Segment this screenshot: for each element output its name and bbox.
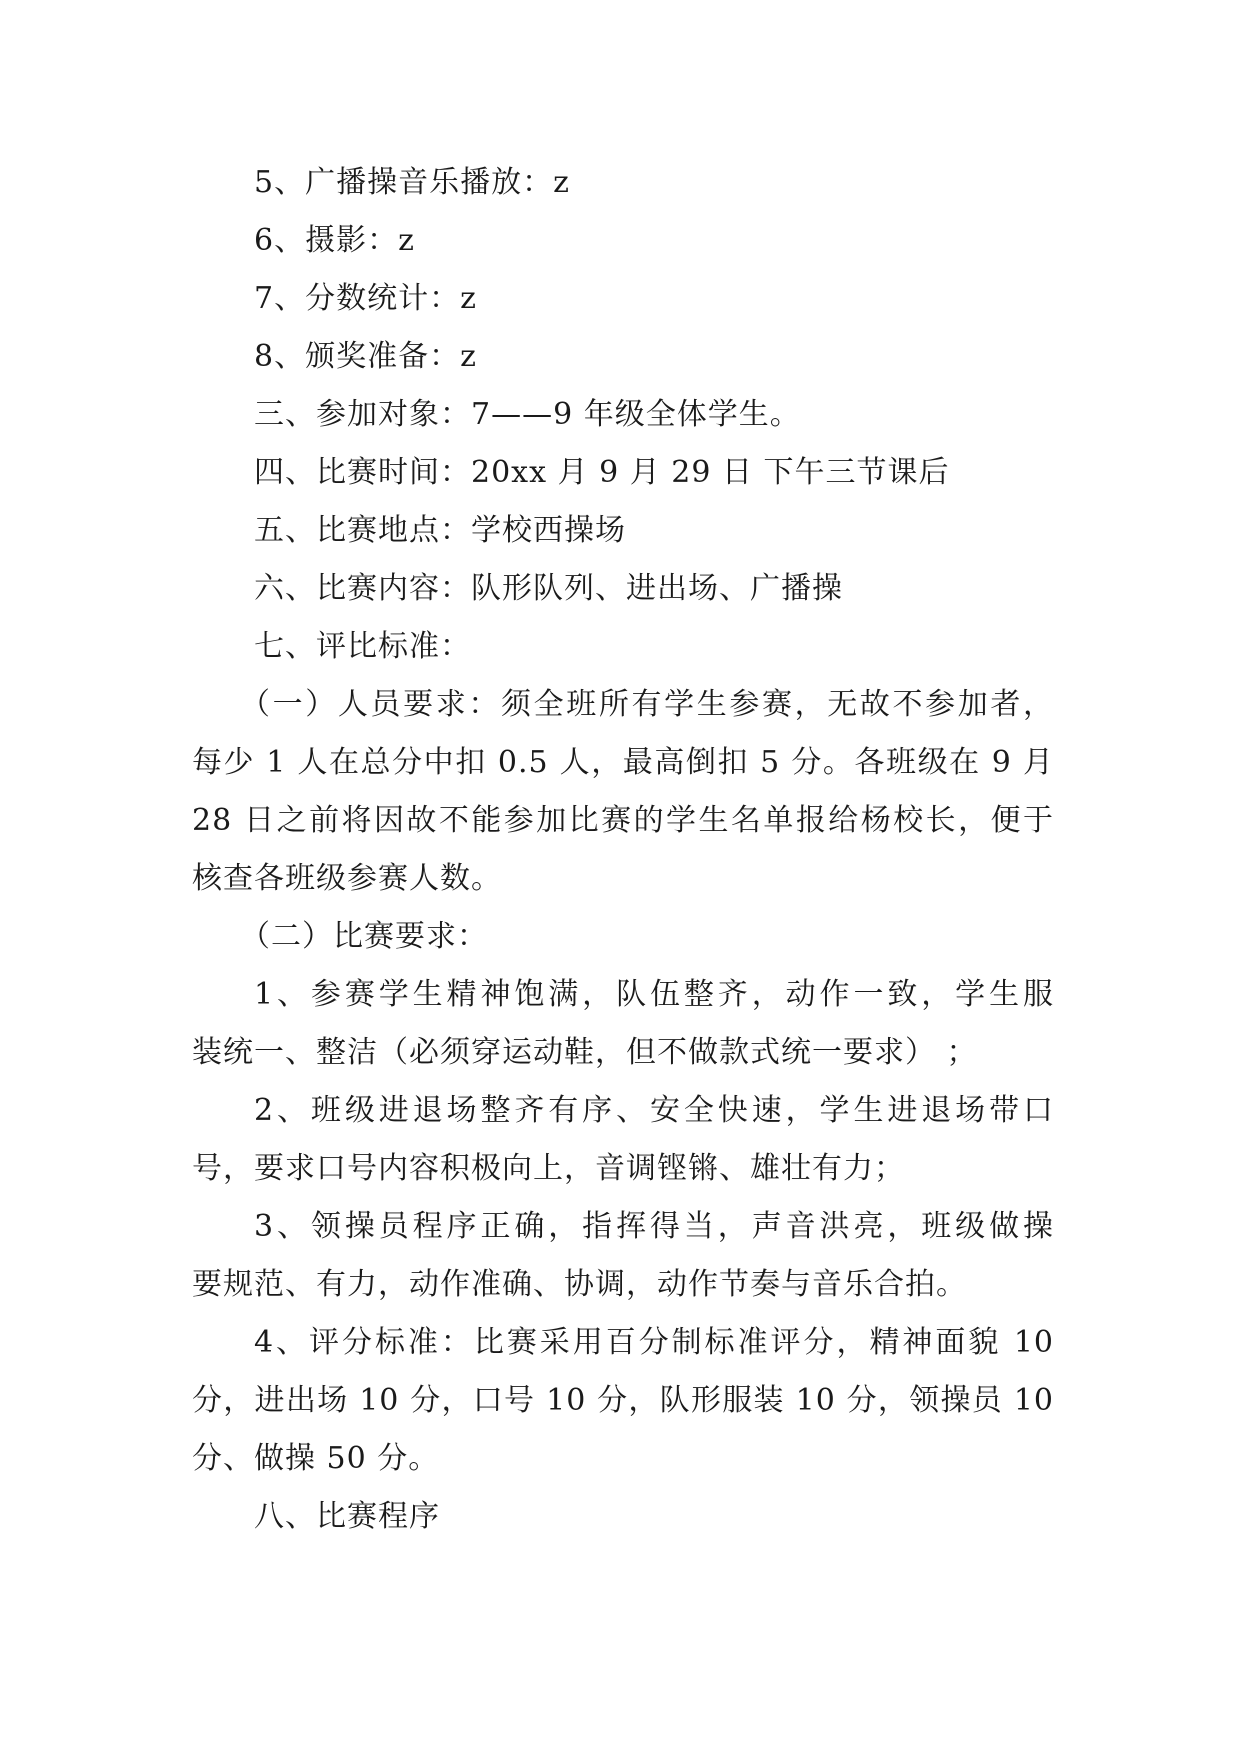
text-line-role-scoring: 7、分数统计：z <box>254 281 477 316</box>
section-content: 六、比赛内容：队形队列、进出场、广播操 <box>254 571 843 606</box>
requirement-2-line-1: 2、班级进退场整齐有序、安全快速，学生进退场带口 <box>254 1093 1054 1128</box>
section-criteria-heading: 七、评比标准： <box>254 629 471 664</box>
section-procedure-heading: 八、比赛程序 <box>254 1499 440 1534</box>
requirement-3-line-1: 3、领操员程序正确，指挥得当，声音洪亮，班级做操 <box>254 1209 1054 1244</box>
subsection-competition-requirements: （二）比赛要求： <box>240 919 488 954</box>
section-participants: 三、参加对象：7——9 年级全体学生。 <box>254 397 801 432</box>
section-time: 四、比赛时间：20xx 月 9 月 29 日 下午三节课后 <box>254 455 950 490</box>
requirement-1-line-1: 1、参赛学生精神饱满，队伍整齐，动作一致，学生服 <box>254 977 1054 1012</box>
text-line-role-photo: 6、摄影：z <box>254 223 415 258</box>
requirement-4-line-3: 分、做操 50 分。 <box>192 1441 440 1476</box>
paragraph-personnel-line-3: 28 日之前将因故不能参加比赛的学生名单报给杨校长，便于 <box>192 803 1054 838</box>
requirement-3-line-2: 要规范、有力，动作准确、协调，动作节奏与音乐合拍。 <box>192 1267 967 1302</box>
paragraph-personnel-line-1: （一）人员要求：须全班所有学生参赛，无故不参加者， <box>240 687 1054 722</box>
paragraph-personnel-line-4: 核查各班级参赛人数。 <box>192 861 502 896</box>
requirement-4-line-2: 分，进出场 10 分，口号 10 分，队形服装 10 分，领操员 10 <box>192 1383 1054 1418</box>
requirement-2-line-2: 号，要求口号内容积极向上，音调铿锵、雄壮有力； <box>192 1151 905 1186</box>
document-body <box>192 154 1054 1546</box>
text-line-role-awards: 8、颁奖准备：z <box>254 339 477 374</box>
requirement-4-line-1: 4、评分标准：比赛采用百分制标准评分，精神面貌 10 <box>254 1325 1054 1360</box>
paragraph-personnel-line-2: 每少 1 人在总分中扣 0.5 人，最高倒扣 5 分。各班级在 9 月 <box>192 745 1054 780</box>
text-line-role-music: 5、广播操音乐播放：z <box>254 165 570 200</box>
section-location: 五、比赛地点：学校西操场 <box>254 513 626 548</box>
requirement-1-line-2: 装统一、整洁（必须穿运动鞋，但不做款式统一要求） ； <box>192 1035 978 1070</box>
